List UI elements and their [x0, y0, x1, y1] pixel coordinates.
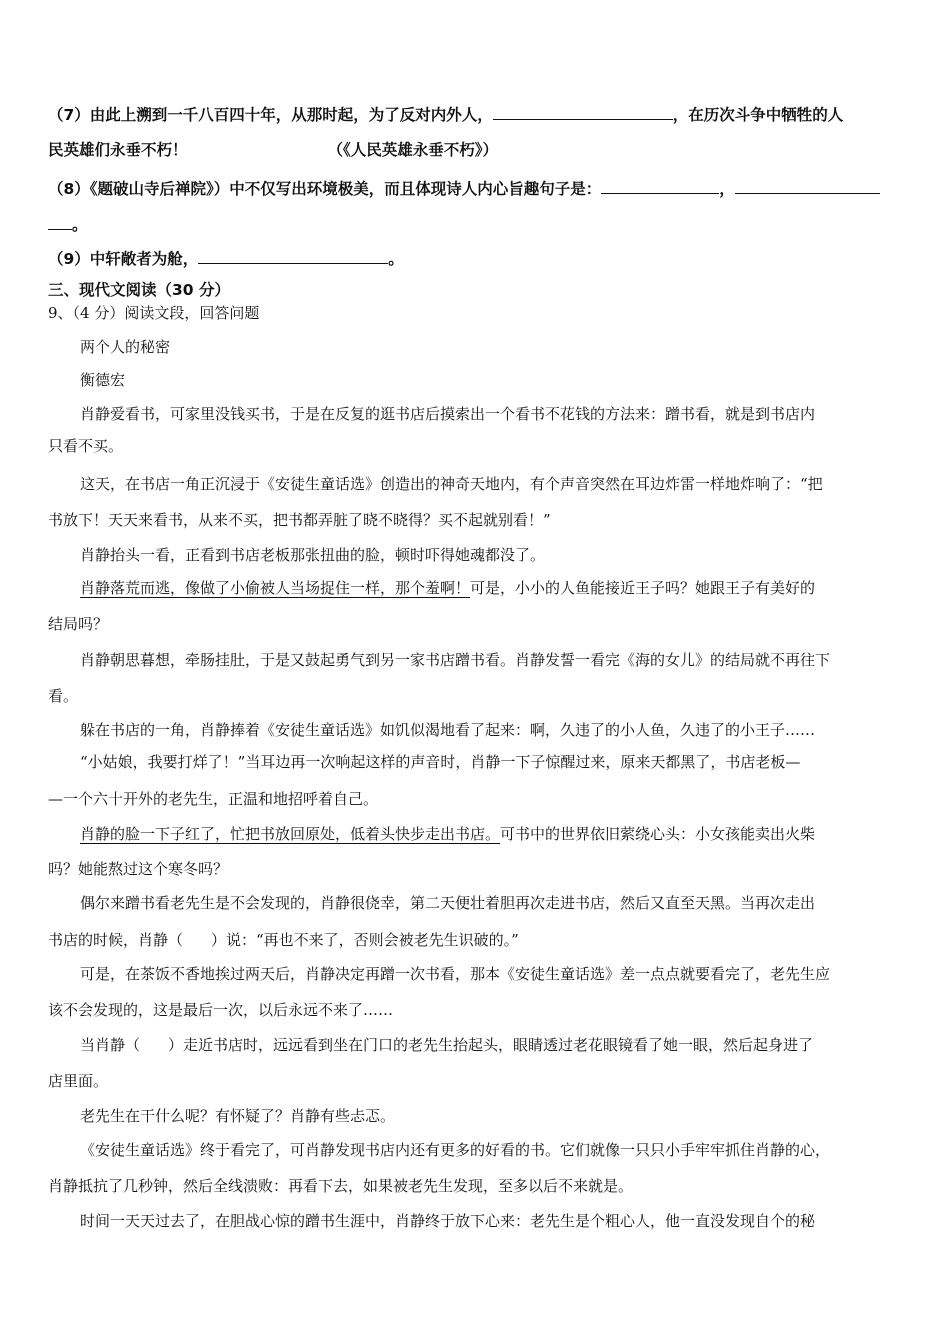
q8-end: 。: [72, 216, 88, 234]
q8-answer-blank-2[interactable]: [735, 177, 880, 194]
paragraph-2-line-2: 书放下！天天来看书，从来不买，把书都弄脏了晓不晓得？买不起就别看！”: [48, 511, 551, 529]
question-7: [48, 103, 908, 125]
paragraph-1-line-2: 只看不买。: [48, 437, 124, 455]
paragraph-12: 老先生在干什么呢？有怀疑了？肖静有些忐忑。: [80, 1107, 396, 1125]
paragraph-10-line-1: 可是，在茶饭不香地挨过两天后，肖静决定再蹭一次书看，那本《安徒生童话选》差一点点就要看完了，老先生应: [80, 965, 831, 983]
question-7-line2: [48, 140, 908, 160]
paragraph-4-line-2: 结局吗？: [48, 615, 109, 633]
paragraph-1-line-1: 肖静爱看书，可家里没钱买书，于是在反复的逛书店后摸索出一个看书不花钱的方法来：蹭书看，就是到书店内: [80, 405, 816, 423]
question-9-head: 9、（4 分）阅读文段，回答问题: [48, 304, 260, 322]
paragraph-7-line-1: “小姑娘，我要打烊了！”当耳边再一次响起这样的声音时，肖静一下子惊醒过来，原来天都黑了，书店老板—: [80, 753, 801, 771]
q8-answer-blank-2-cont[interactable]: [48, 213, 72, 230]
q7-source: （《人民英雄永垂不朽》）: [327, 141, 499, 159]
paragraph-11-line-1: 当肖静（ ）走近书店时，远远看到坐在门口的老先生抬起头，眼睛透过老花眼镜看了她一眼，然后起身进了: [80, 1036, 814, 1054]
q8-prefix: （8）《题破山寺后禅院》）中不仅写出环境极美，而且体现诗人内心旨趣句子是：: [48, 180, 602, 198]
question-9-fill: [48, 247, 908, 269]
paragraph-11-line-2: 店里面。: [48, 1072, 109, 1090]
underlined-sentence-2: 肖静的脸一下子红了，忙把书放回原处，低着头快步走出书店。: [80, 825, 501, 843]
paragraph-3: 肖静抬头一看，正看到书店老板那张扭曲的脸，顿时吓得她魂都没了。: [80, 546, 546, 564]
q8-answer-blank-1[interactable]: [601, 177, 719, 194]
paragraph-5-line-1: 肖静朝思暮想，牵肠挂肚，于是又鼓起勇气到另一家书店蹭书看。肖静发誓一看完《海的女儿》的结局就不再往下: [80, 651, 831, 669]
article-title: 两个人的秘密: [80, 338, 171, 356]
paragraph-13-line-2: 肖静抵抗了几秒钟，然后全线溃败：再看下去，如果被老先生发现，至多以后不来就是。: [48, 1177, 634, 1195]
q9-end: 。: [388, 250, 404, 268]
q8-mid: ，: [719, 180, 735, 198]
paragraph-5-line-2: 看。: [48, 687, 79, 705]
paragraph-2-line-1: 这天，在书店一角正沉浸于《安徒生童话选》创造出的神奇天地内，有个声音突然在耳边炸雷一样地炸响了：“把: [80, 475, 823, 493]
paragraph-8-line-2: 吗？她能熬过这个寒冬吗？: [48, 860, 229, 878]
q9-prefix: （9）中轩敞者为舱，: [48, 250, 199, 268]
underlined-sentence-1: 肖静落荒而逃，像做了小偷被人当场捉住一样，那个羞啊！: [80, 579, 471, 597]
paragraph-14: 时间一天天过去了，在胆战心惊的蹭书生涯中，肖静终于放下心来：老先生是个粗心人，他一直没发现自个的秘: [80, 1212, 816, 1230]
paragraph-6: 躲在书店的一角，肖静捧着《安徒生童话选》如饥似渴地看了起来：啊，久违了的小人鱼，久违了的小王子……: [80, 721, 816, 739]
article-author: 衡德宏: [80, 371, 126, 389]
paragraph-8-line-1: 肖静的脸一下子红了，忙把书放回原处，低着头快步走出书店。可书中的世界依旧萦绕心头：小女孩能卖出火柴: [80, 825, 816, 843]
q9-answer-blank[interactable]: [198, 247, 388, 264]
paragraph-9-line-2: 书店的时候，肖静（ ）说：“再也不来了，否则会被老先生识破的。”: [48, 931, 519, 949]
paragraph-10-line-2: 该不会发现的，这是最后一次，以后永远不来了……: [48, 1001, 394, 1019]
q7-prefix: （7）由此上溯到一千八百四十年，从那时起，为了反对内外人，: [48, 106, 493, 124]
question-8: [48, 177, 908, 199]
paragraph-4-line-1: 肖静落荒而逃，像做了小偷被人当场捉住一样，那个羞啊！可是，小小的人鱼能接近王子吗？她跟王子有美好的: [80, 579, 816, 597]
paragraph-7-line-2: —一个六十开外的老先生，正温和地招呼着自己。: [48, 790, 379, 808]
q7-answer-blank[interactable]: [493, 103, 673, 120]
paragraph-13-line-1: 《安徒生童话选》终于看完了，可肖静发现书店内还有更多的好看的书。它们就像一只只小手牢牢抓住肖静的心，: [80, 1141, 831, 1159]
paragraph-9-line-1: 偶尔来蹭书看老先生是不会发现的，肖静很侥幸，第二天便壮着胆再次走进书店，然后又直至天黑。当再次走出: [80, 894, 816, 912]
section-3-title: 三、现代文阅读（30 分）: [48, 281, 230, 299]
q7-suffix: ，在历次斗争中牺牲的人: [672, 106, 844, 124]
question-8-line2: [48, 213, 908, 235]
q7-line2: 民英雄们永垂不朽！: [48, 141, 188, 159]
